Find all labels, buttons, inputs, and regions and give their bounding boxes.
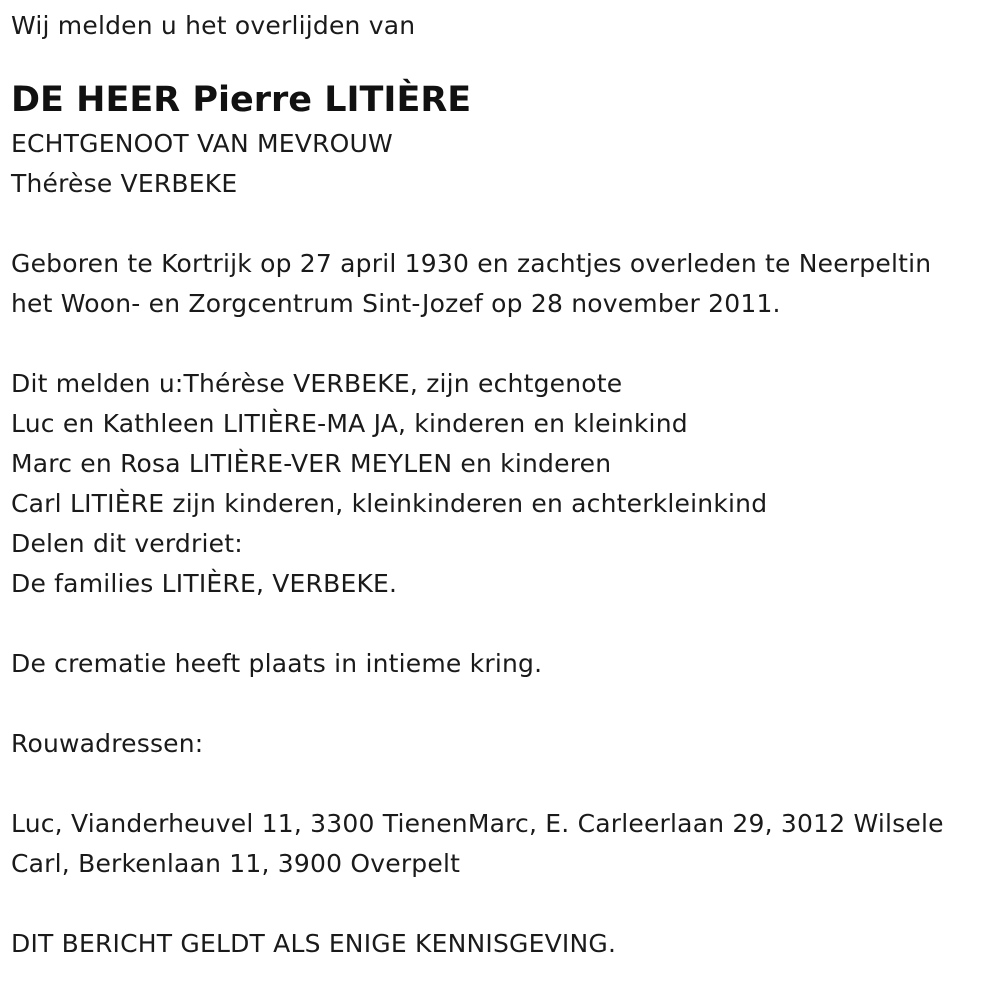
addresses-heading: Rouwadressen: [11,729,204,758]
address-line: Luc, Vianderheuvel 11, 3300 TienenMarc, E. Carleerlaan 29, 3012 Wilsele [11,809,944,838]
spouse-line-2: Thérèse VERBEKE [11,169,238,198]
mourner-line: Carl LITIÈRE zijn kinderen, kleinkinderen en achterkleinkind [11,489,768,518]
spacer [11,604,991,644]
spacer [11,884,991,924]
spouse-line-1: ECHTGENOOT VAN MEVROUW [11,129,393,158]
mourner-line: Delen dit verdriet: [11,529,243,558]
closing-text: DIT BERICHT GELDT ALS ENIGE KENNISGEVING. [11,929,617,958]
spacer [11,684,991,724]
mourner-line: Luc en Kathleen LITIÈRE-MA JA, kinderen en kleinkind [11,409,688,438]
mourner-line: Dit melden u:Thérèse VERBEKE, zijn echtgenote [11,369,623,398]
spacer [11,764,991,804]
address-line: Carl, Berkenlaan 11, 3900 Overpelt [11,849,461,878]
mourner-line: Marc en Rosa LITIÈRE-VER MEYLEN en kinderen [11,449,612,478]
birth-death-line-1: Geboren te Kortrijk op 27 april 1930 en zachtjes overleden te Neerpeltin [11,249,932,278]
mourner-line: De families LITIÈRE, VERBEKE. [11,569,398,598]
deceased-name: DE HEER Pierre LITIÈRE [11,80,472,120]
spacer [11,204,991,244]
birth-death-line-2: het Woon- en Zorgcentrum Sint-Jozef op 28 november 2011. [11,289,781,318]
intro-text: Wij melden u het overlijden van [11,11,416,40]
spacer [11,324,991,364]
cremation-text: De crematie heeft plaats in intieme kring. [11,649,543,678]
death-notice [11,6,991,964]
